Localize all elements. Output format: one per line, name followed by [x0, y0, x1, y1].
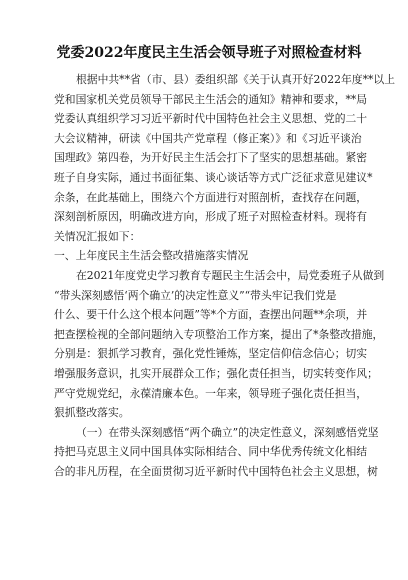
text-line: 把查摆检视的全部问题纳入专项整治工作方案，提出了*条整改措施， [54, 327, 384, 341]
text-line: 增强服务意识，扎实开展群众工作；强化责任担当，切实转变作风； [54, 366, 378, 380]
text-line: （一）在带头深刻感悟“两个确立”的决定性意义，深刻感悟党坚 [76, 425, 379, 439]
text-line: 党和国家机关党员领导干部民主生活会的通知》精神和要求，**局 [54, 92, 368, 106]
text-line: 党委认真组织学习习近平新时代中国特色社会主义思想、党的二十 [54, 112, 368, 126]
text-line: 余条，在此基础上，围绕六个方面进行对照剖析，查找存在问题， [54, 190, 368, 204]
text-line: 大会议精神，研读《中国共产党章程（修正案）》和《习近平谈治 [54, 131, 362, 145]
text-line: 分别是：狠抓学习教育，强化党性锤炼，坚定信仰信念信心；切实 [54, 347, 368, 361]
text-line: 关情况汇报如下： [54, 229, 141, 243]
text-line: 合的非凡历程，在全面贯彻习近平新时代中国特色社会主义思想，树 [54, 464, 378, 478]
text-line: 根据中共**省（市、县）委组织部《关于认真开好2022年度**以上 [76, 73, 395, 86]
text-line: 持把马克思主义同中国具体实际相结合、同中华优秀传统文化相结 [54, 445, 368, 459]
text-line: 什么、要干什么这个根本问题”等*个方面，查摆出问题**余项，并 [54, 308, 368, 322]
text-line: 狠抓整改落实。 [54, 406, 130, 420]
text-line: 在2021年度党史学习教育专题民主生活会中，局党委班子从做到 [76, 268, 385, 282]
text-line: “带头深刻感悟‘两个确立’的决定性意义”“带头牢记我们党是 [54, 288, 337, 302]
document-body [54, 70, 395, 481]
text-line: 国理政》第四卷，为开好民主生活会打下了坚实的思想基础。紧密 [54, 151, 368, 165]
text-line: 班子自身实际，通过书面征集、谈心谈话等方式广泛征求意见建议* [54, 170, 373, 184]
text-line: 一、上年度民主生活会整改措施落实情况 [54, 249, 249, 263]
document-title: 党委2022年度民主生活会领导班子对照检查材料 [56, 45, 362, 61]
text-line: 深刻剖析原因，明确改进方向，形成了班子对照检查材料。现将有 [54, 210, 368, 224]
text-line: 严守党规党纪，永葆清廉本色。一年来，领导班子强化责任担当， [54, 386, 368, 400]
